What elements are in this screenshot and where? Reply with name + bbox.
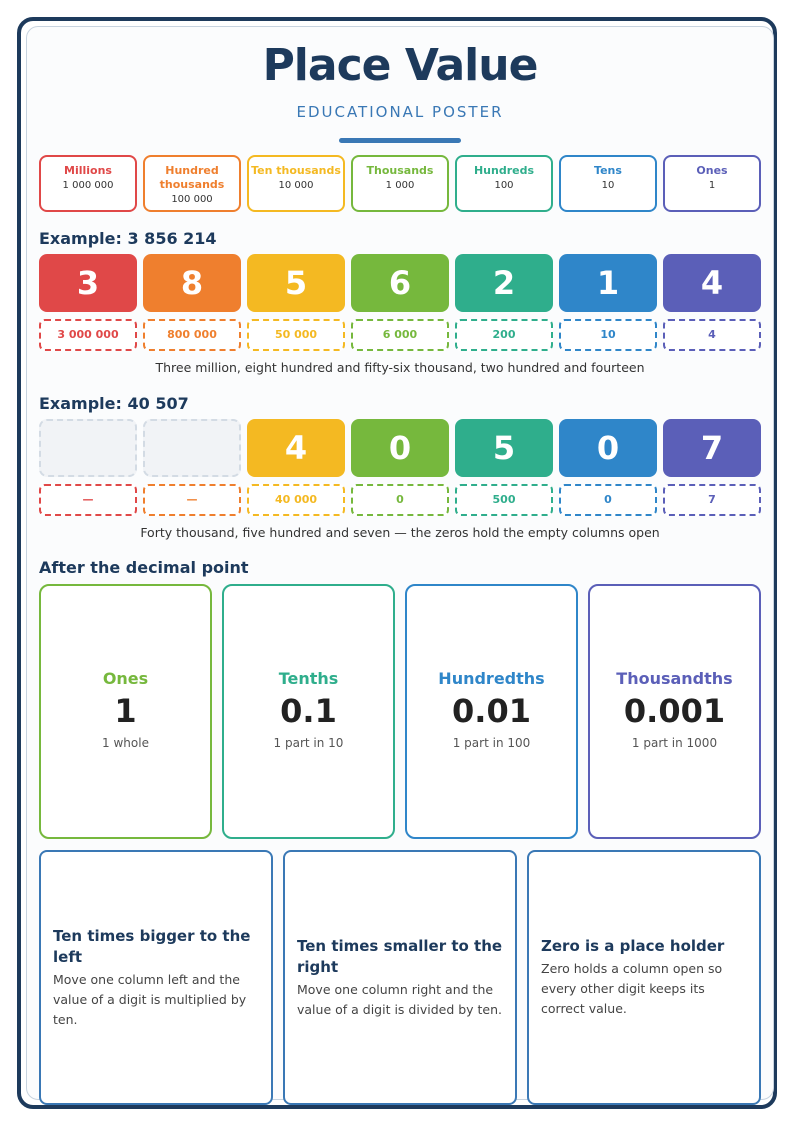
digit-tile: 6: [351, 254, 449, 312]
column-header-hundred-thousands: [143, 155, 241, 212]
column-name: Millions: [64, 164, 112, 177]
decimal-card-number: 1: [114, 692, 137, 730]
decimal-card-desc: 1 whole: [102, 736, 149, 750]
rule-card-bigger-left: [39, 850, 273, 1105]
digit-tile: 4: [663, 254, 761, 312]
column-name: Ten thousands: [251, 164, 341, 177]
decimal-card-desc: 1 part in 1000: [631, 736, 718, 750]
rule-title: Ten times smaller to the right: [297, 936, 503, 976]
column-value: 100: [494, 180, 514, 191]
place-value-box: 3 000 000: [39, 319, 137, 351]
digit-tile: 7: [663, 419, 761, 477]
column-name: Thousands: [366, 164, 434, 177]
place-value-box: 500: [455, 484, 553, 516]
decimal-card-tenths: [222, 584, 395, 839]
column-header-tens: [559, 155, 657, 212]
column-value: 1: [708, 180, 716, 191]
rule-body: Zero holds a column open so every other digit keeps its correct value.: [541, 961, 723, 1016]
digit-tile: 4: [247, 419, 345, 477]
decimal-card-desc: 1 part in 100: [452, 736, 531, 750]
place-value-box: 6 000: [351, 319, 449, 351]
column-header-millions: [39, 155, 137, 212]
place-value-box: 800 000: [143, 319, 241, 351]
place-value-box: 4: [663, 319, 761, 351]
digit-tile: 8: [143, 254, 241, 312]
column-header-hundreds: [455, 155, 553, 212]
rule-title: Ten times bigger to the left: [53, 926, 251, 966]
digit-tile: 2: [455, 254, 553, 312]
decimal-card-name: Thousandths: [616, 669, 733, 688]
rule-body: Move one column right and the value of a digit is divided by ten.: [297, 981, 503, 1017]
decimal-card-number: 0.1: [280, 692, 337, 730]
place-value-box: 10: [559, 319, 657, 351]
decimal-heading: After the decimal point: [39, 558, 249, 577]
column-value: 1 000 000: [62, 180, 114, 191]
place-value-box: —: [143, 484, 241, 516]
rule-body: Move one column left and the value of a digit is multiplied by ten.: [53, 971, 247, 1027]
digit-tile: 5: [455, 419, 553, 477]
digit-tile: 5: [247, 254, 345, 312]
decimal-card-name: Ones: [102, 669, 149, 688]
example-2-heading: Example: 40 507: [39, 394, 189, 413]
column-header-thousands: [351, 155, 449, 212]
column-value: 100 000: [171, 194, 213, 205]
place-value-box: 0: [351, 484, 449, 516]
column-header-ones: [663, 155, 761, 212]
page-subtitle: EDUCATIONAL POSTER: [296, 103, 504, 121]
column-value: 1 000: [385, 180, 415, 191]
decimal-card-number: 0.001: [623, 692, 726, 730]
decimal-card-ones: [39, 584, 212, 839]
example-1-heading: Example: 3 856 214: [39, 229, 217, 248]
digit-tile: [143, 419, 241, 477]
decimal-card-name: Hundredths: [438, 669, 545, 688]
rule-card-zero-placeholder: [527, 850, 761, 1105]
digit-tile: 3: [39, 254, 137, 312]
column-header-ten-thousands: [247, 155, 345, 212]
digit-tile: 0: [559, 419, 657, 477]
example-2-words: Forty thousand, five hundred and seven — the zeros hold the empty columns open: [140, 525, 660, 540]
place-value-box: 50 000: [247, 319, 345, 351]
rule-card-smaller-right: [283, 850, 517, 1105]
digit-tile: 1: [559, 254, 657, 312]
decimal-card-name: Tenths: [278, 669, 339, 688]
column-name: Hundred thousands: [159, 164, 225, 191]
place-value-box: 7: [663, 484, 761, 516]
page-title: Place Value: [262, 40, 538, 91]
place-value-box: 200: [455, 319, 553, 351]
decimal-card-hundredths: [405, 584, 578, 839]
place-value-box: 40 000: [247, 484, 345, 516]
column-name: Tens: [594, 164, 622, 177]
place-value-box: 0: [559, 484, 657, 516]
decimal-card-desc: 1 part in 10: [273, 736, 344, 750]
example-1-words: Three million, eight hundred and fifty-six thousand, two hundred and fourteen: [155, 360, 645, 375]
title-divider: [339, 138, 461, 143]
decimal-card-number: 0.01: [452, 692, 531, 730]
place-value-box: —: [39, 484, 137, 516]
digit-tile: [39, 419, 137, 477]
column-name: Hundreds: [473, 164, 535, 177]
column-value: 10 000: [278, 180, 314, 191]
decimal-card-thousandths: [588, 584, 761, 839]
digit-tile: 0: [351, 419, 449, 477]
rule-title: Zero is a place holder: [541, 937, 725, 955]
column-value: 10: [601, 180, 615, 191]
column-name: Ones: [696, 164, 728, 177]
